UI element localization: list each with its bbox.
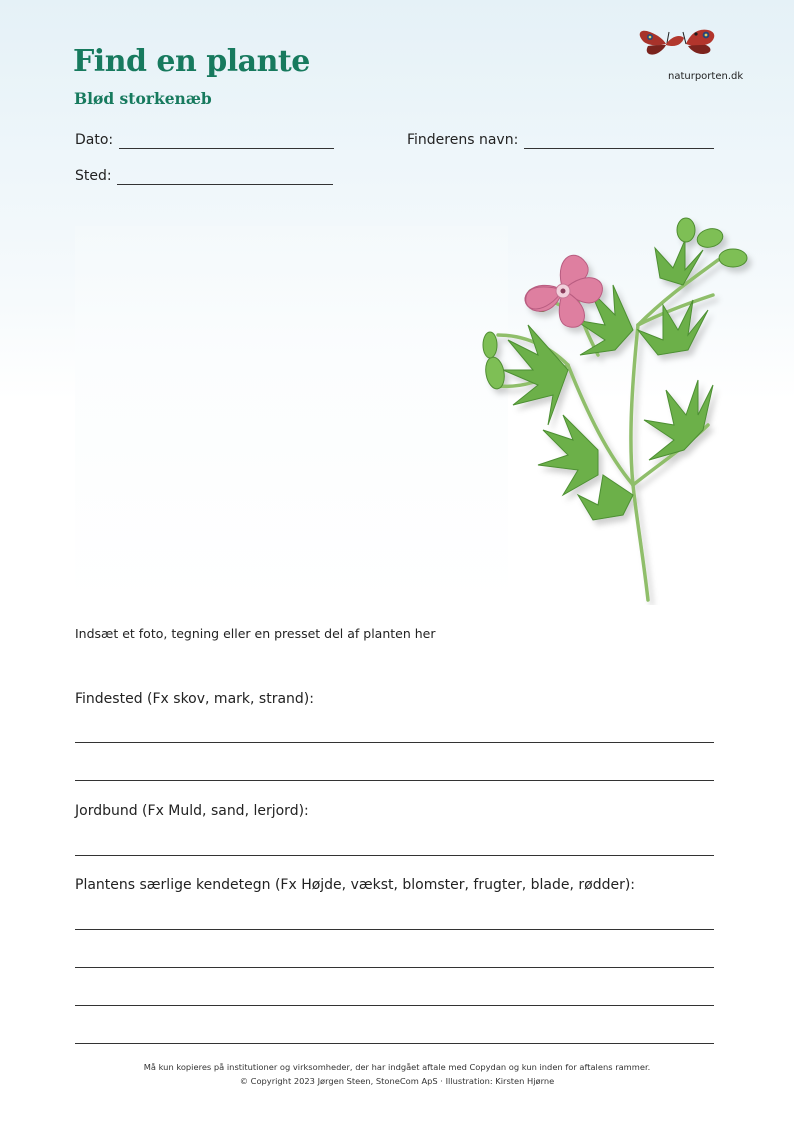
place-field[interactable] [117, 184, 333, 185]
place-label: Sted: [75, 168, 112, 184]
answer-line[interactable] [75, 855, 714, 856]
page-title: Find en plante [73, 44, 310, 79]
page-subtitle: Blød storkenæb [74, 89, 212, 108]
date-label: Dato: [75, 132, 114, 148]
footer-license: Må kun kopieres på institutioner og virksomheder, der har indgået aftale med Copydan og kun inden for aftalens rammer. [143, 1062, 651, 1072]
date-field[interactable] [119, 148, 334, 149]
question-soil: Jordbund (Fx Muld, sand, lerjord): [75, 803, 309, 819]
butterfly-icon [636, 26, 718, 60]
finder-label: Finderens navn: [407, 132, 519, 148]
answer-line[interactable] [75, 929, 714, 930]
answer-line[interactable] [75, 780, 714, 781]
brand-name: naturporten.dk [668, 71, 744, 82]
finder-name-field[interactable] [524, 148, 714, 149]
question-features: Plantens særlige kendetegn (Fx Højde, vækst, blomster, frugter, blade, rødder): [75, 877, 636, 893]
photo-instruction: Indsæt et foto, tegning eller en presset del af planten her [75, 626, 436, 641]
question-location: Findested (Fx skov, mark, strand): [75, 691, 314, 707]
answer-line[interactable] [75, 742, 714, 743]
answer-line[interactable] [75, 1043, 714, 1044]
footer-copyright: © Copyright 2023 Jørgen Steen, StoneCom ApS · Illustration: Kirsten Hjørne [239, 1076, 555, 1086]
answer-line[interactable] [75, 967, 714, 968]
answer-line[interactable] [75, 1005, 714, 1006]
geranium-plant-illustration [438, 205, 768, 605]
